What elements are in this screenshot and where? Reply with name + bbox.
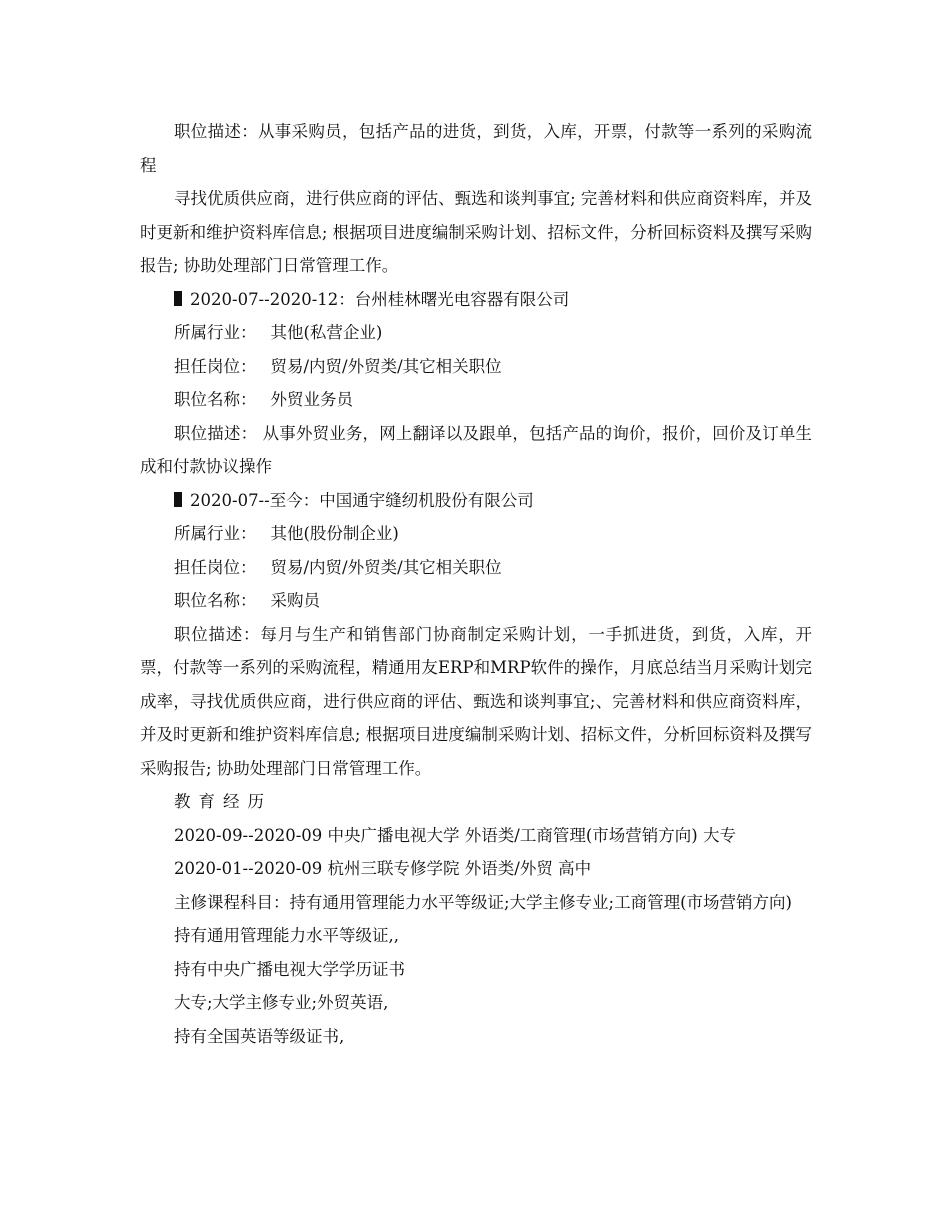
industry-value: 其他(私营企业) bbox=[270, 323, 383, 342]
certificate-line: 持有通用管理能力水平等级证,, bbox=[174, 926, 399, 945]
industry-value: 其他(股份制企业) bbox=[270, 524, 399, 543]
certificate-line: 持有全国英语等级证书, bbox=[174, 1026, 345, 1046]
resume-page bbox=[140, 115, 812, 1053]
education-entry: 2020-09--2020-09 中央广播电视大学 外语类/工商管理(市场营销方向) 大专 bbox=[174, 825, 736, 845]
job2-industry bbox=[140, 316, 812, 350]
job2-description: 职位描述： 从事外贸业务，网上翻译以及跟单，包括产品的询价，报价，回价及订单生成和付款协议操作 bbox=[140, 423, 812, 476]
title-label: 职位名称： bbox=[174, 390, 257, 409]
position-label: 担任岗位： bbox=[174, 557, 257, 577]
certificate-line: 持有中央广播电视大学学历证书 bbox=[174, 959, 405, 979]
job2-header-text: 2020-07--2020-12：台州桂林曙光电容器有限公司 bbox=[190, 289, 570, 309]
job3-description: 职位描述：每月与生产和销售部门协商制定采购计划，一手抓进货，到货，入库，开票，付款等一系列的采购流程，精通用友ERP和MRP软件的操作，月底总结当月采购计划完成率，寻找优质供应商，进行供应商的评估、甄选和谈判事宜;、完善材料和供应商资料库，并及时更新和维护资料库信息; 根据项目进度编制采购计划、招标文件，分析回标资料及撰写采购报告; 协助处理部门日常管理工作。 bbox=[140, 624, 812, 778]
education-courses: 主修课程科目：持有通用管理能力水平等级证;大学主修专业;工商管理(市场营销方向) bbox=[174, 892, 792, 912]
job3-header-text: 2020-07--至今：中国通宇缝纫机股份有限公司 bbox=[190, 490, 534, 510]
bullet-marker-icon bbox=[174, 291, 182, 306]
industry-label: 所属行业： bbox=[174, 323, 257, 342]
bullet-marker-icon bbox=[174, 492, 182, 507]
job3-position bbox=[140, 551, 812, 585]
job1-duties: 寻找优质供应商，进行供应商的评估、甄选和谈判事宜; 完善材料和供应商资料库，并及时更新和维护资料库信息; 根据项目进度编制采购计划、招标文件，分析回标资料及撰写采购报告; 协助处理部门日常管理工作。 bbox=[140, 189, 812, 275]
job2-title bbox=[140, 383, 812, 417]
position-label: 担任岗位： bbox=[174, 356, 257, 376]
position-value: 贸易/内贸/外贸类/其它相关职位 bbox=[270, 557, 502, 577]
position-value: 贸易/内贸/外贸类/其它相关职位 bbox=[270, 356, 502, 376]
job3-header bbox=[140, 484, 812, 518]
title-value: 外贸业务员 bbox=[270, 390, 353, 409]
education-heading: 教育经历 bbox=[174, 792, 272, 811]
job1-description: 职位描述：从事采购员，包括产品的进货，到货，入库，开票，付款等一系列的采购流程 bbox=[140, 122, 812, 175]
certificate-line: 大专;大学主修专业;外贸英语, bbox=[174, 993, 389, 1012]
education-entry: 2020-01--2020-09 杭州三联专修学院 外语类/外贸 高中 bbox=[174, 859, 592, 878]
job3-title bbox=[140, 584, 812, 618]
title-value: 采购员 bbox=[270, 591, 320, 610]
job3-industry bbox=[140, 517, 812, 551]
job2-position bbox=[140, 350, 812, 384]
job2-header bbox=[140, 283, 812, 317]
title-label: 职位名称： bbox=[174, 591, 257, 610]
industry-label: 所属行业： bbox=[174, 524, 257, 543]
